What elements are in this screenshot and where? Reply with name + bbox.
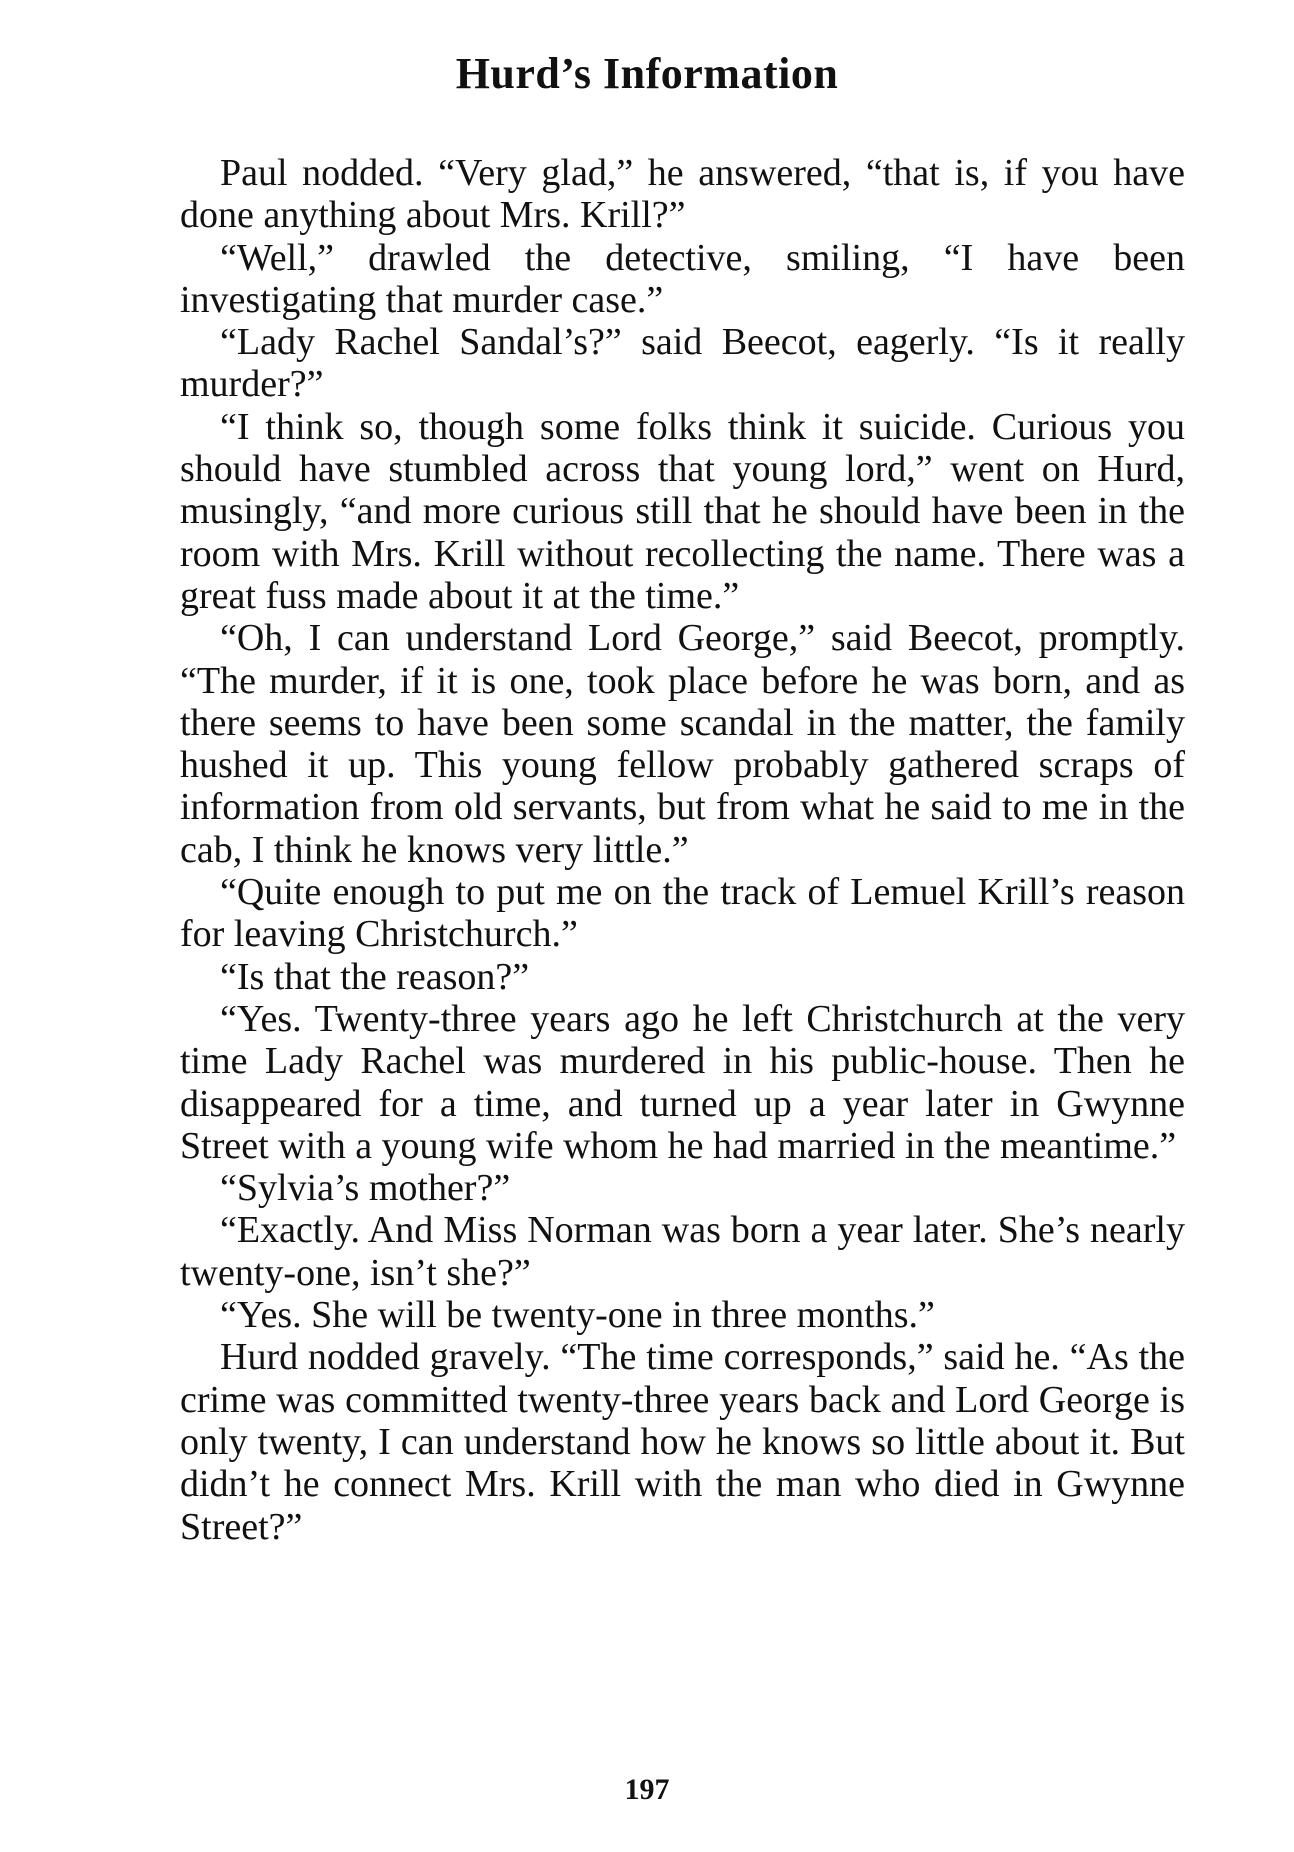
paragraph-5: “Oh, I can understand Lord George,” said Beecot, promptly. “The murder, if it is one, took place before he was born, and as there seems to have been some scandal in the matter, the family hushed it up. This young fellow probably gathered scraps of information from old servants, but from what he said to me in the cab, I think he knows very little.” (180, 617, 1185, 871)
running-header: Hurd’s Information (455, 49, 839, 98)
paragraph-4: “I think so, though some folks think it suicide. Curious you should have stumbled across that young lord,” went on Hurd, musingly, “and more curious still that he should have been in the room with Mrs. Krill without recollecting the name. There was a great fuss made about it at the time.” (180, 405, 1185, 617)
paragraph-6: “Quite enough to put me on the track of Lemuel Krill’s reason for leaving Christchurch.” (180, 871, 1185, 956)
paragraph-8: “Yes. Twenty-three years ago he left Christchurch at the very time Lady Rachel was murdered in his public-house. Then he disappeared for a time, and turned up a year later in Gwynne Street with a young wife whom he had married in the meantime.” (180, 997, 1185, 1167)
paragraph-9: “Sylvia’s mother?” (220, 1167, 511, 1210)
paragraph-12: Hurd nodded gravely. “The time corresponds,” said he. “As the crime was committed twenty-three years back and Lord George is only twenty, I can understand how he knows so little about it. But didn’t he connect Mrs. Krill with the man who died in Gwynne Street?” (180, 1336, 1185, 1548)
page-number: 197 (624, 1773, 670, 1806)
paragraph-10: “Exactly. And Miss Norman was born a year later. She’s nearly twenty-one, isn’t she?” (180, 1209, 1185, 1294)
paragraph-11: “Yes. She will be twenty-one in three months.” (220, 1294, 935, 1337)
body-text (180, 152, 1185, 1548)
paragraph-2: “Well,” drawled the detective, smiling, “I have been investigating that murder case.” (180, 236, 1185, 321)
paragraph-3: “Lady Rachel Sandal’s?” said Beecot, eagerly. “Is it really murder?” (180, 321, 1185, 406)
paragraph-7: “Is that the reason?” (220, 955, 530, 998)
paragraph-1: Paul nodded. “Very glad,” he answered, “that is, if you have done anything about Mrs. Krill?” (180, 152, 1185, 237)
